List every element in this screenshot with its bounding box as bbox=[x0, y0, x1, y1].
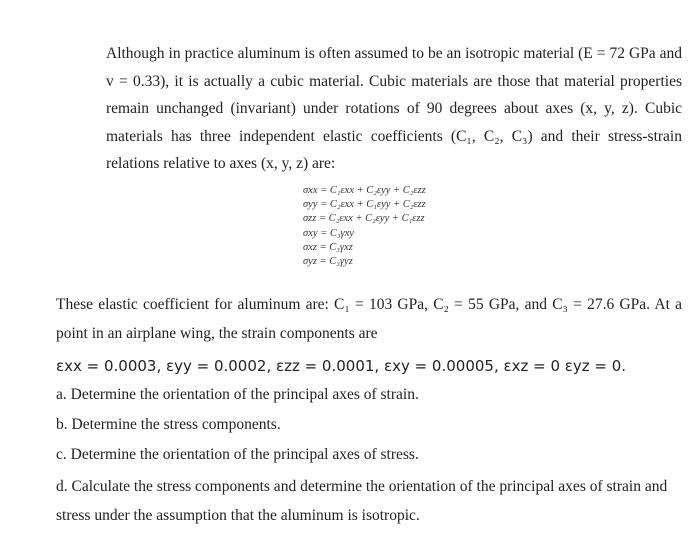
stress-strain-equations bbox=[303, 184, 426, 269]
question-a: a. Determine the orientation of the principal axes of strain. bbox=[56, 386, 419, 403]
intro-paragraph bbox=[106, 40, 682, 178]
strain-components: εxx = 0.0003, εyy = 0.0002, εzz = 0.0001, εxy = 0.00005, εxz = 0 εyz = 0. bbox=[56, 357, 627, 375]
question-b: b. Determine the stress components. bbox=[56, 416, 281, 433]
equation-sigma-zz: σzz = C₂εxx + C₂εyy + C₁εzz bbox=[303, 213, 425, 225]
equation-sigma-yy: σyy = C₂εxx + C₁εyy + C₂εzz bbox=[303, 199, 426, 211]
question-c: c. Determine the orientation of the principal axes of stress. bbox=[56, 446, 419, 463]
question-d: d. Calculate the stress components and determine the orientation of the principal axes of strain and stress under the assumption that the aluminum is isotropic. bbox=[56, 478, 668, 524]
intro-text: Although in practice aluminum is often assumed to be an isotropic material (E = 72 GPa and v = 0.33), it is actually a cubic material. Cubic materials are those that material properties remain unchanged (invariant) under rotations of 90 degrees about axes (x, y, z). Cubic materials has three independent elastic coefficients (C₁, C₂, C₃) and their stress-strain relations relative to axes (x, y, z) are: bbox=[106, 45, 682, 173]
equation-sigma-xz: σxz = C₃γxz bbox=[303, 241, 353, 253]
coefficients-text: These elastic coefficient for aluminum are: C₁ = 103 GPa, C₂ = 55 GPa, and C₃ = 27.6 GPa. At a point in an airplane wing, the strain components are bbox=[56, 296, 682, 342]
equation-sigma-xx: σxx = C₁εxx + C₂εyy + C₂εzz bbox=[303, 185, 426, 196]
equation-sigma-yz: σyz = C₃γyz bbox=[303, 256, 353, 268]
coefficients-paragraph bbox=[56, 290, 682, 348]
equation-sigma-xy: σxy = C₃γxy bbox=[303, 227, 354, 239]
